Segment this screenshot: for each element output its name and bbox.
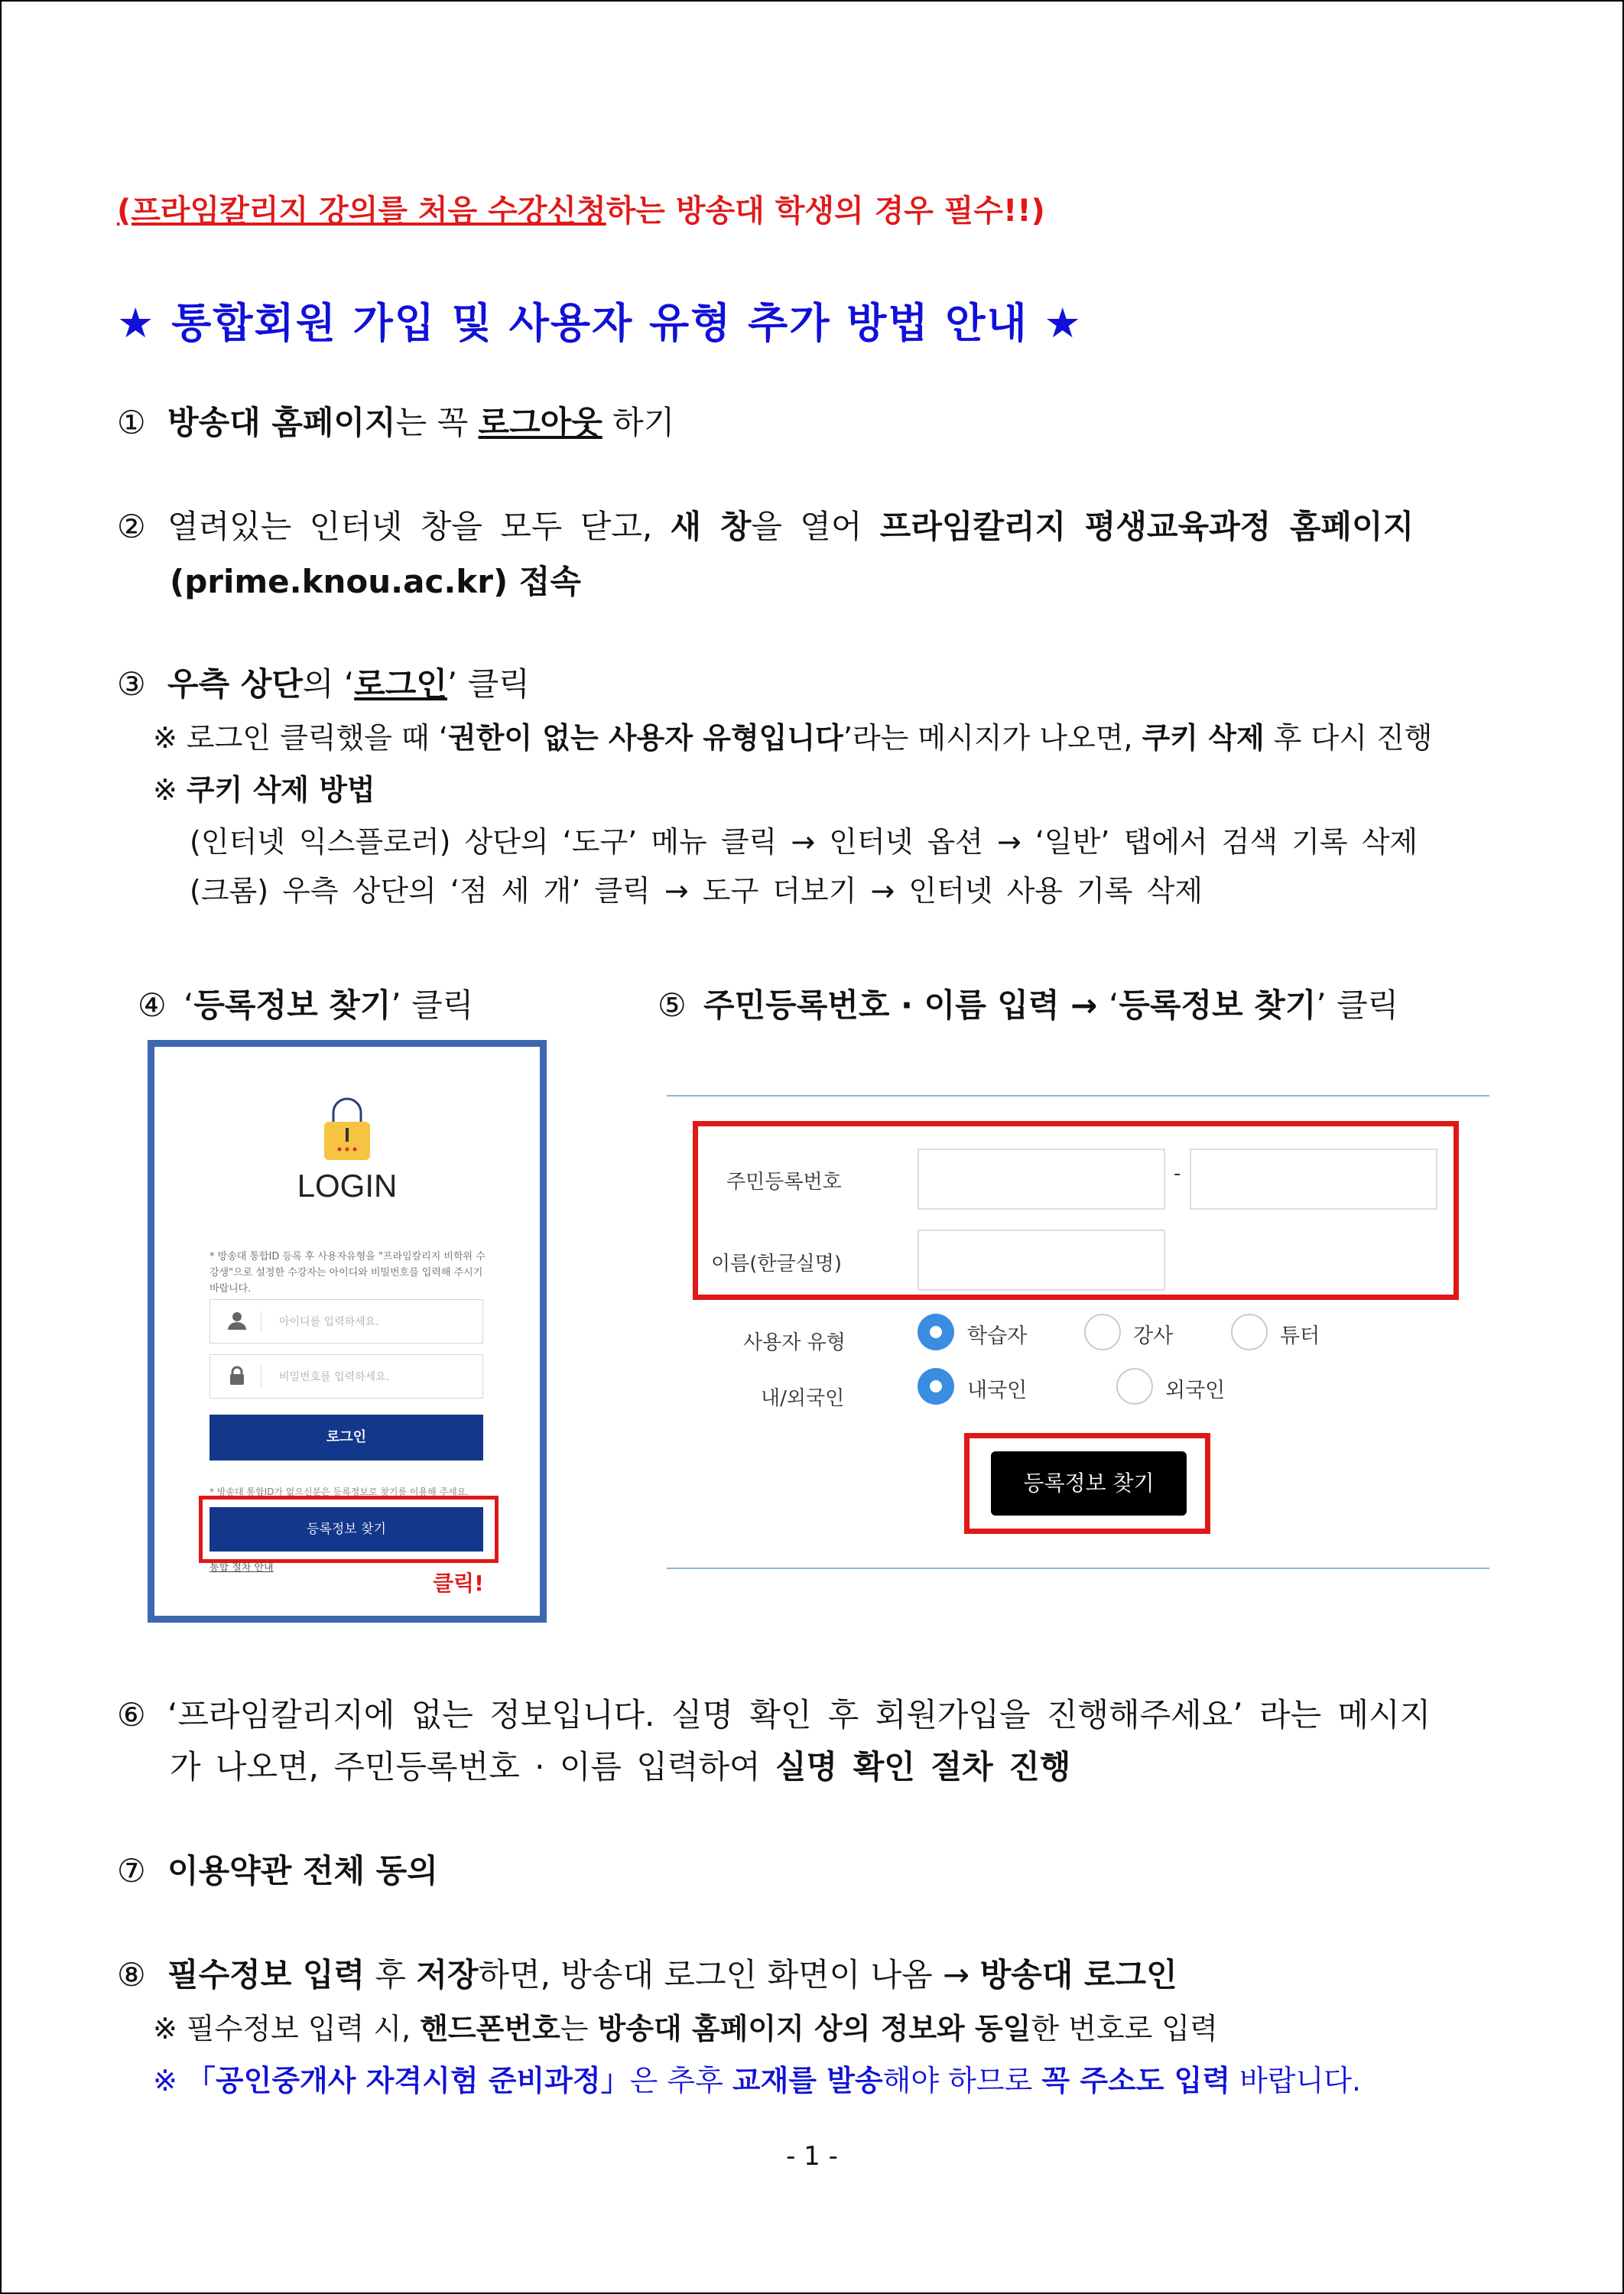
cookie-ie: (인터넷 익스플로러) 상단의 ‘도구’ 메뉴 클릭 → 인터넷 옵션 → ‘일반’ 탭에서 검색 기록 삭제: [190, 825, 1418, 859]
id-input[interactable]: [209, 1299, 483, 1344]
step-3-note-2: ※ 쿠키 삭제 방법: [153, 773, 375, 807]
login-screenshot: [148, 1040, 547, 1623]
integration-guide-link[interactable]: 통합 절차 안내: [209, 1562, 274, 1574]
step-7: ⑦ 이용약관 전체 동의: [117, 1852, 438, 1889]
radio-instructor-label: 강사: [1133, 1324, 1174, 1348]
form-top-line: [667, 1095, 1489, 1097]
radio-learner-label: 학습자: [967, 1324, 1028, 1348]
step-2-url: (prime.knou.ac.kr) 접속: [170, 563, 581, 600]
login-note: * 방송대 통합ID 등록 후 사용자유형을 "프라임칼리지 비학위 수강생"으로 설정한 수강자는 아이디와 비밀번호를 입력해 주시기 바랍니다.: [209, 1251, 486, 1295]
name-input[interactable]: [918, 1230, 1165, 1291]
page-title: ★ 통합회원 가입 및 사용자 유형 추가 방법 안내 ★: [117, 299, 1083, 347]
user-type-label: 사용자 유형: [743, 1331, 846, 1354]
step-1: ① 방송대 홈페이지는 꼭 로그아웃 하기: [117, 404, 675, 441]
step-6: ⑥ ‘프라임칼리지에 없는 정보입니다. 실명 확인 후 회원가입을 진행해주세요’ 라는 메시지: [117, 1696, 1431, 1733]
rrn-back-input[interactable]: [1190, 1149, 1437, 1210]
rrn-label: 주민등록번호: [726, 1171, 842, 1194]
step-8-note-1: ※ 필수정보 입력 시, 핸드폰번호는 방송대 홈페이지 상의 정보와 동일한 번호로 입력: [153, 2012, 1218, 2045]
login-button[interactable]: 로그인: [209, 1415, 483, 1461]
radio-tutor[interactable]: [1231, 1314, 1268, 1350]
padlock-icon: [227, 1366, 247, 1386]
cookie-chrome: (크롬) 우측 상단의 ‘점 세 개’ 클릭 → 도구 더보기 → 인터넷 사용 기록 삭제: [190, 874, 1203, 908]
step-2: ② 열려있는 인터넷 창을 모두 닫고, 새 창을 열어 프라임칼리지 평생교육과정 홈페이지: [117, 508, 1415, 545]
notice: (프라임칼리지 강의를 처음 수강신청하는 방송대 학생의 경우 필수!!): [117, 193, 1045, 229]
rrn-front-input[interactable]: [918, 1149, 1165, 1210]
radio-foreign[interactable]: [1116, 1368, 1153, 1405]
step-3: ③ 우측 상단의 ‘로그인’ 클릭: [117, 665, 530, 703]
login-note-2: * 방송대 통합ID가 없으신분은 등록정보로 찾기를 이용해 주세요.: [209, 1487, 469, 1497]
step-6-line-2: 가 나오면, 주민등록번호 · 이름 입력하여 실명 확인 절차 진행: [170, 1748, 1071, 1785]
click-label: 클릭!: [433, 1571, 484, 1596]
radio-domestic-label: 내국인: [967, 1379, 1028, 1402]
name-label: 이름(한글실명): [711, 1253, 842, 1275]
nationality-label: 내/외국인: [761, 1387, 845, 1410]
step-8-note-2: ※ 「공인중개사 자격시험 준비과정」은 추후 교재를 발송해야 하므로 꼭 주소도 입력 바랍니다.: [153, 2064, 1362, 2097]
radio-domestic[interactable]: [918, 1368, 954, 1405]
rrn-dash: -: [1174, 1162, 1181, 1185]
form-bottom-line: [667, 1568, 1489, 1569]
radio-tutor-label: 튜터: [1280, 1324, 1320, 1348]
password-placeholder: 비밀번호를 입력하세요.: [279, 1371, 390, 1383]
step-4-caption: ④ ‘등록정보 찾기’ 클릭: [138, 986, 474, 1024]
find-registration-button-2[interactable]: 등록정보 찾기: [991, 1451, 1187, 1516]
radio-foreign-label: 외국인: [1165, 1379, 1226, 1402]
page-number: - 1 -: [786, 2141, 838, 2172]
radio-learner[interactable]: [918, 1314, 954, 1350]
password-input[interactable]: [209, 1354, 483, 1399]
step-5-caption: ⑤ 주민등록번호 · 이름 입력 → ‘등록정보 찾기’ 클릭: [658, 986, 1399, 1024]
step-8: ⑧ 필수정보 입력 후 저장하면, 방송대 로그인 화면이 나옴 → 방송대 로그인: [117, 1956, 1177, 1993]
user-icon: [227, 1311, 247, 1331]
login-title: LOGIN: [297, 1168, 398, 1204]
find-registration-button[interactable]: 등록정보 찾기: [209, 1507, 483, 1552]
step-3-note-1: ※ 로그인 클릭했을 때 ‘권한이 없는 사용자 유형입니다’라는 메시지가 나오면, 쿠키 삭제 후 다시 진행: [153, 721, 1433, 755]
radio-instructor[interactable]: [1084, 1314, 1121, 1350]
lock-icon: [323, 1093, 372, 1162]
id-placeholder: 아이디를 입력하세요.: [279, 1316, 379, 1328]
